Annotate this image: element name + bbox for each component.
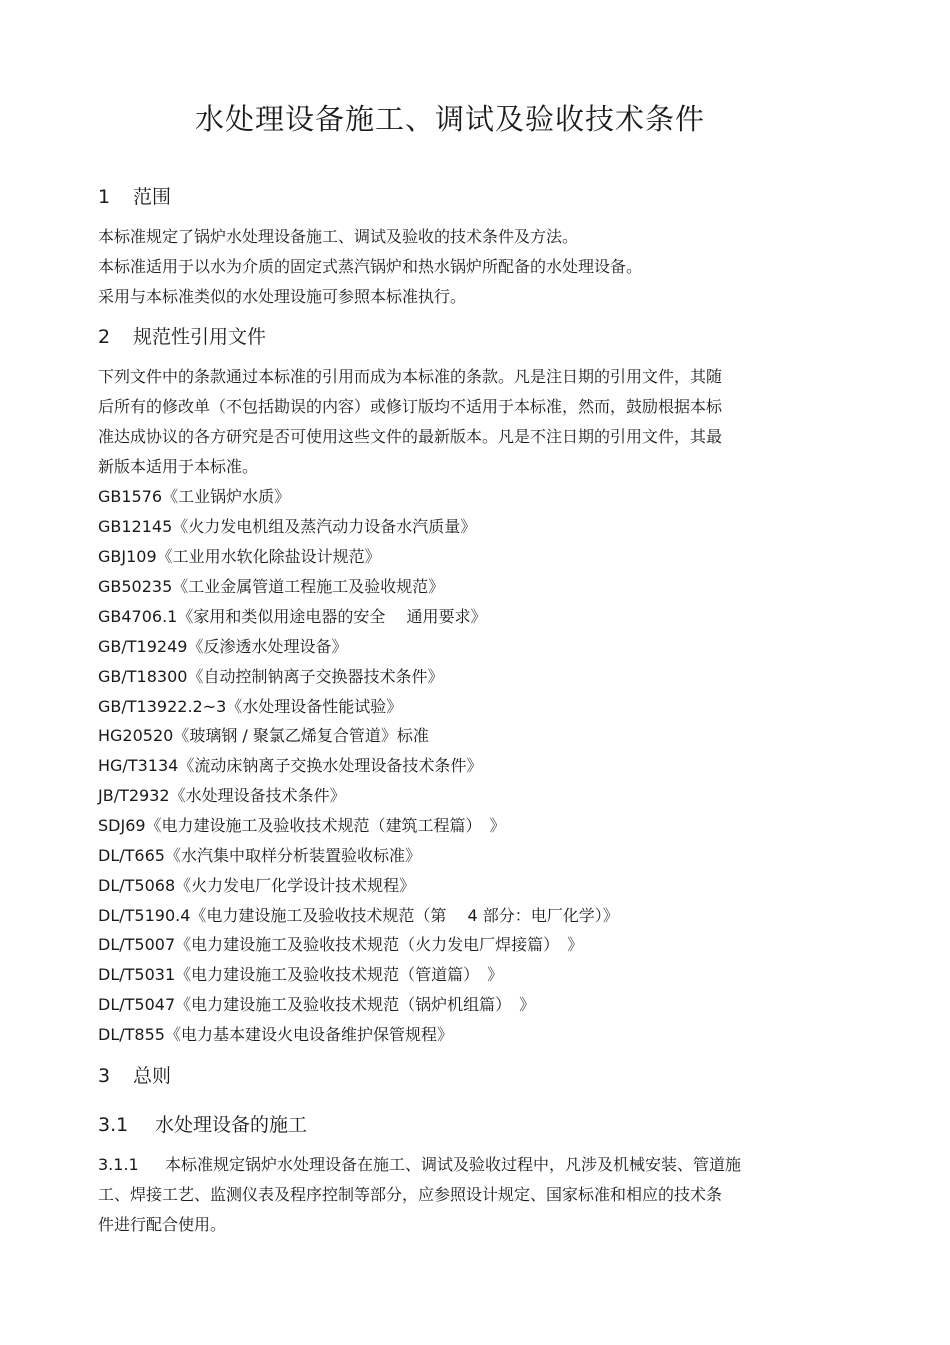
- reference-item: DL/T855《电力基本建设火电设备维护保管规程》: [98, 1025, 453, 1044]
- reference-item: GB12145《火力发电机组及蒸汽动力设备水汽质量》: [98, 517, 477, 536]
- references-intro-line: 后所有的修改单（不包括勘误的内容）或修订版均不适用于本标准，然而，鼓励根据本标: [98, 397, 723, 416]
- paragraph-3-1-1-line: [98, 1152, 741, 1178]
- section-3-heading: [98, 1062, 171, 1090]
- reference-item: DL/T5007《电力建设施工及验收技术规范（火力发电厂焊接篇） 》: [98, 935, 584, 954]
- reference-item: GB/T19249《反渗透水处理设备》: [98, 637, 348, 656]
- section-3-1-heading: [98, 1111, 307, 1139]
- reference-item: GBJ109《工业用水软化除盐设计规范》: [98, 547, 381, 566]
- paragraph-3-1-1-line: 件进行配合使用。: [98, 1215, 227, 1234]
- section-title: 总则: [133, 1065, 172, 1087]
- document-title: 水处理设备施工、调试及验收技术条件: [194, 102, 705, 136]
- section-number: 2: [98, 326, 111, 348]
- scope-line: 本标准适用于以水为介质的固定式蒸汽锅炉和热水锅炉所配备的水处理设备。: [98, 257, 643, 276]
- section-title: 规范性引用文件: [133, 326, 267, 348]
- section-title: 水处理设备的施工: [155, 1114, 308, 1136]
- reference-item: JB/T2932《水处理设备技术条件》: [98, 786, 346, 805]
- reference-item: GB4706.1《家用和类似用途电器的安全 通用要求》: [98, 607, 487, 626]
- section-1-heading: [98, 183, 171, 211]
- paragraph-3-1-1-line: 工、焊接工艺、监测仪表及程序控制等部分，应参照设计规定、国家标准和相应的技术条: [98, 1185, 723, 1204]
- section-2-heading: [98, 323, 266, 351]
- reference-item: SDJ69《电力建设施工及验收技术规范（建筑工程篇） 》: [98, 816, 506, 835]
- references-intro-line: 新版本适用于本标准。: [98, 457, 259, 476]
- references-intro-line: 准达成协议的各方研究是否可使用这些文件的最新版本。凡是不注日期的引用文件，其最: [98, 427, 723, 446]
- paragraph-text: 本标准规定锅炉水处理设备在施工、调试及验收过程中，凡涉及机械安装、管道施: [165, 1155, 742, 1174]
- reference-item: GB/T13922.2~3《水处理设备性能试验》: [98, 697, 403, 716]
- reference-item: DL/T665《水汽集中取样分析装置验收标准》: [98, 846, 421, 865]
- scope-line: 本标准规定了锅炉水处理设备施工、调试及验收的技术条件及方法。: [98, 227, 579, 246]
- reference-item: DL/T5031《电力建设施工及验收技术规范（管道篇） 》: [98, 965, 504, 984]
- section-title: 范围: [133, 186, 172, 208]
- reference-item: GB1576《工业锅炉水质》: [98, 487, 291, 506]
- section-number: 3.1: [98, 1114, 129, 1136]
- reference-item: DL/T5068《火力发电厂化学设计技术规程》: [98, 876, 416, 895]
- section-number: 1: [98, 186, 111, 208]
- paragraph-number: 3.1.1: [98, 1155, 139, 1174]
- reference-item: DL/T5047《电力建设施工及验收技术规范（锅炉机组篇） 》: [98, 995, 536, 1014]
- reference-item: GB/T18300《自动控制钠离子交换器技术条件》: [98, 667, 444, 686]
- scope-line: 采用与本标准类似的水处理设施可参照本标准执行。: [98, 287, 467, 306]
- reference-item: GB50235《工业金属管道工程施工及验收规范》: [98, 577, 445, 596]
- references-intro-line: 下列文件中的条款通过本标准的引用而成为本标准的条款。凡是注日期的引用文件，其随: [98, 367, 723, 386]
- reference-item: HG20520《玻璃钢 / 聚氯乙烯复合管道》标准: [98, 726, 429, 745]
- reference-item: HG/T3134《流动床钠离子交换水处理设备技术条件》: [98, 756, 483, 775]
- section-number: 3: [98, 1065, 111, 1087]
- reference-item: DL/T5190.4《电力建设施工及验收技术规范（第 4 部分：电厂化学）》: [98, 906, 619, 925]
